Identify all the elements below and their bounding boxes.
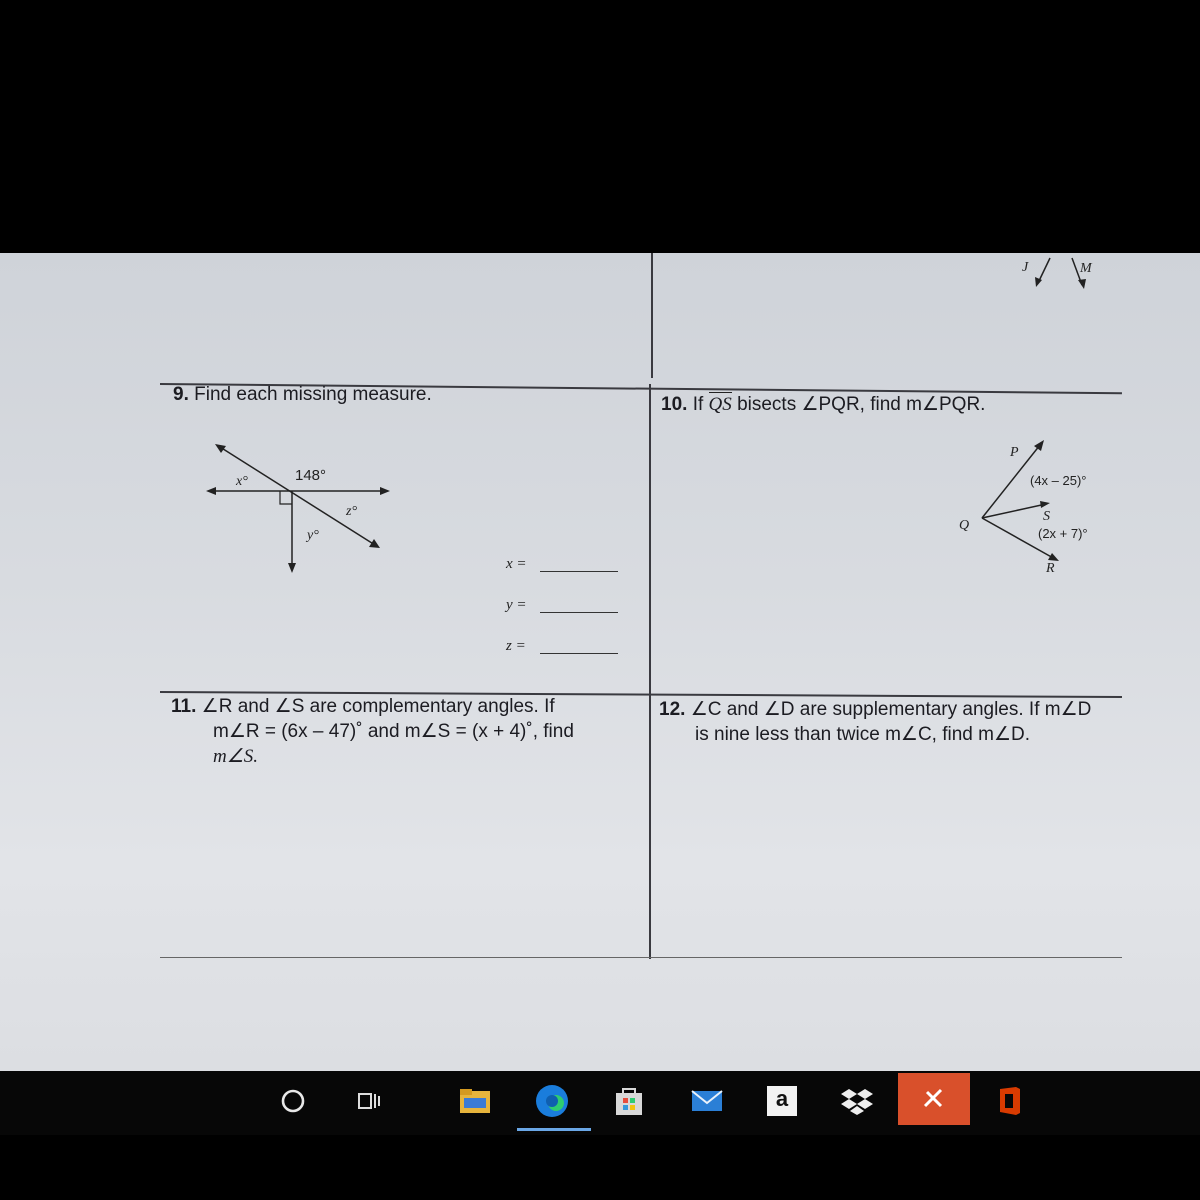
problem-9-number: 9.	[173, 384, 189, 405]
worksheet	[0, 253, 1200, 1071]
problem-10	[661, 393, 985, 416]
angle-z-label: z°	[346, 504, 358, 519]
problem-10-number: 10.	[661, 394, 688, 415]
problem-11-line3: m∠S.	[213, 746, 259, 767]
vertical-divider-main	[649, 384, 651, 959]
problem-9-figure	[200, 435, 400, 580]
amazon-letter: a	[767, 1086, 797, 1116]
label-m: M	[1080, 261, 1092, 276]
answer-z-blank[interactable]	[540, 653, 618, 654]
problem-11-number: 11.	[171, 696, 197, 717]
angle-bottom-label: (2x + 7)°	[1038, 526, 1088, 541]
mail-icon[interactable]	[688, 1082, 726, 1120]
problem-12-line1: ∠C and ∠D are supplementary angles. If m∠D	[690, 699, 1092, 720]
store-icon[interactable]	[610, 1082, 648, 1120]
problem-10-text-b: bisects ∠PQR, find m∠PQR.	[737, 394, 986, 415]
angle-y-label: y°	[307, 528, 319, 543]
active-indicator	[517, 1128, 591, 1131]
problem-11-line1: ∠R and ∠S are complementary angles. If	[201, 696, 555, 717]
answer-x-label: x =	[506, 556, 527, 572]
answer-y-blank[interactable]	[540, 612, 618, 613]
angle-top-label: (4x – 25)°	[1030, 473, 1087, 488]
angle-x-label: x°	[236, 474, 248, 489]
answer-y-label: y =	[506, 597, 527, 613]
edge-icon[interactable]	[533, 1082, 571, 1120]
file-explorer-icon[interactable]	[456, 1082, 494, 1120]
label-j: J	[1022, 260, 1029, 275]
problem-10-text-a: If	[692, 394, 704, 415]
point-p-label: P	[1010, 445, 1019, 460]
problem-11-line2: m∠R = (6x – 47)˚ and m∠S = (x + 4)˚, find	[213, 721, 574, 742]
top-fragment-figure	[1010, 253, 1110, 298]
problem-9-text: Find each missing measure.	[194, 384, 432, 405]
problem-12-line2: is nine less than twice m∠C, find m∠D.	[695, 724, 1031, 745]
point-q-label: Q	[959, 518, 970, 533]
point-s-label: S	[1043, 509, 1050, 524]
search-circle-icon[interactable]	[274, 1082, 312, 1120]
answer-z-label: z =	[506, 638, 526, 654]
answer-x-blank[interactable]	[540, 571, 618, 572]
office-icon[interactable]	[990, 1082, 1028, 1120]
app-icon[interactable]	[898, 1073, 970, 1125]
amazon-icon[interactable]	[763, 1082, 801, 1120]
problem-12-number: 12.	[659, 699, 686, 720]
ray-qs: QS	[708, 394, 732, 415]
horizontal-divider-bottom	[160, 957, 1122, 958]
task-view-icon[interactable]	[350, 1082, 388, 1120]
angle-148-label: 148°	[295, 467, 327, 484]
problem-11	[171, 694, 574, 769]
problem-10-figure	[950, 435, 1110, 580]
dropbox-icon[interactable]	[838, 1082, 876, 1120]
problem-9	[173, 384, 432, 406]
vertical-divider-top	[651, 253, 653, 378]
problem-12	[659, 697, 1091, 747]
point-r-label: R	[1046, 561, 1055, 576]
